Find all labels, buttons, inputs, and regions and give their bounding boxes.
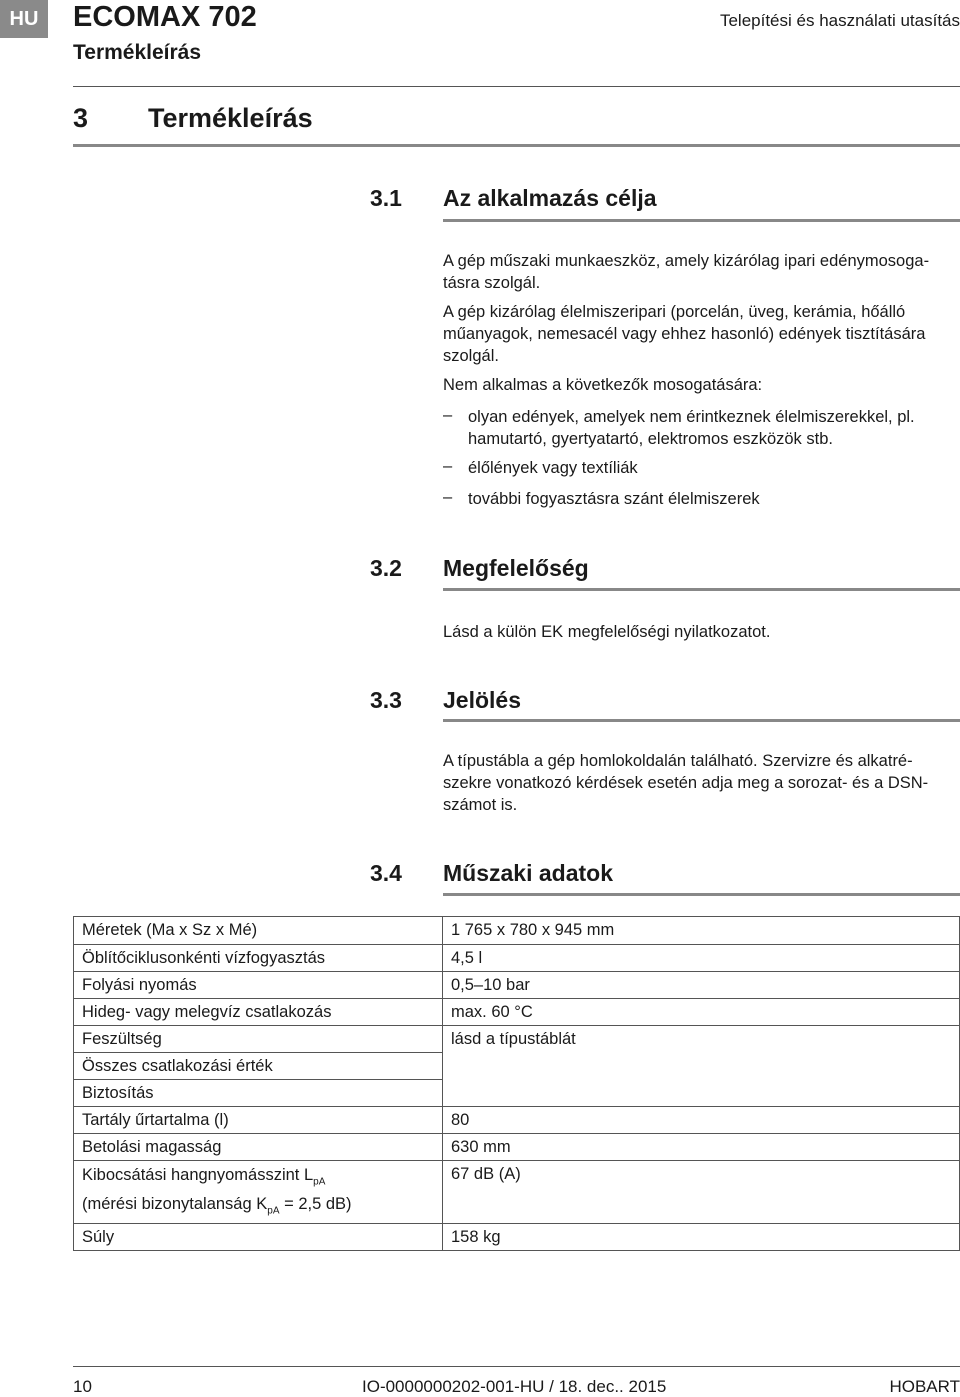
bullet-dash: – bbox=[443, 488, 453, 506]
section-number: 3.2 bbox=[370, 555, 402, 581]
section-title: Megfelelőség bbox=[443, 555, 589, 581]
document-id: IO-0000000202-001-HU / 18. dec.. 2015 bbox=[362, 1377, 667, 1396]
page-number: 10 bbox=[73, 1377, 92, 1396]
table-row bbox=[74, 917, 960, 945]
table-row bbox=[74, 945, 960, 972]
chapter-divider bbox=[73, 144, 960, 147]
table-key-text: = 2,5 dB) bbox=[284, 1195, 352, 1214]
paragraph: A típustábla a gép homlokoldalán található. Szervizre és alkatré-szekre vonatkozó kérdések esetén adja meg a sorozat- és a DSN-számot is. bbox=[443, 752, 929, 814]
table-key: Hideg- vagy melegvíz csatlakozás bbox=[74, 999, 443, 1026]
section-divider bbox=[443, 588, 960, 591]
table-value: 158 kg bbox=[443, 1223, 960, 1250]
paragraph: Lásd a külön EK megfelelőségi nyilatkozatot. bbox=[443, 623, 771, 641]
subscript: pA bbox=[267, 1205, 280, 1217]
table-row bbox=[74, 1107, 960, 1134]
table-value: max. 60 °C bbox=[443, 999, 960, 1026]
table-row bbox=[74, 999, 960, 1026]
table-row bbox=[74, 1161, 960, 1224]
table-value: 80 bbox=[443, 1107, 960, 1134]
section-divider bbox=[443, 893, 960, 896]
table-key: Méretek (Ma x Sz x Mé) bbox=[74, 917, 443, 945]
table-key: Öblítőciklusonkénti vízfogyasztás bbox=[74, 945, 443, 972]
subscript: pA bbox=[313, 1176, 326, 1188]
table-value: 0,5–10 bar bbox=[443, 972, 960, 999]
header-divider bbox=[73, 86, 960, 87]
section-title: Műszaki adatok bbox=[443, 860, 613, 886]
document-title: Telepítési és használati utasítás bbox=[719, 11, 960, 30]
bullet-dash: – bbox=[443, 406, 453, 424]
section-number: 3.1 bbox=[370, 185, 402, 211]
table-row bbox=[74, 972, 960, 999]
chapter-title: Termékleírás bbox=[148, 103, 313, 133]
table-key: Folyási nyomás bbox=[74, 972, 443, 999]
brand-name: HOBART bbox=[889, 1377, 960, 1396]
table-value: 630 mm bbox=[443, 1134, 960, 1161]
table-value: 1 765 x 780 x 945 mm bbox=[443, 917, 960, 945]
table-row bbox=[74, 1134, 960, 1161]
paragraph: A gép kizárólag élelmiszeripari (porcelán, üveg, kerámia, hőálló műanyagok, nemesacél vagy ehhez hasonló) edények tisztítására szolgál. bbox=[443, 303, 926, 365]
technical-data-table bbox=[73, 916, 960, 1251]
section-number: 3.4 bbox=[370, 860, 402, 886]
table-key: Összes csatlakozási érték bbox=[74, 1053, 443, 1080]
chapter-number: 3 bbox=[73, 103, 89, 133]
section-divider bbox=[443, 219, 960, 222]
paragraph: Nem alkalmas a következők mosogatására: bbox=[443, 376, 763, 394]
table-key: Betolási magasság bbox=[74, 1134, 443, 1161]
header-subtitle: Termékleírás bbox=[73, 41, 202, 64]
table-value: lásd a típustáblát bbox=[443, 1026, 960, 1107]
section-title: Jelölés bbox=[443, 687, 521, 713]
table-key bbox=[74, 1161, 443, 1224]
section-divider bbox=[443, 719, 960, 722]
product-name: ECOMAX 702 bbox=[73, 1, 257, 33]
table-key-text: Kibocsátási hangnyomásszint L bbox=[82, 1166, 314, 1184]
list-item: élőlények vagy textíliák bbox=[468, 459, 638, 477]
table-value: 4,5 l bbox=[443, 945, 960, 972]
table-value: 67 dB (A) bbox=[443, 1161, 960, 1224]
table-key: Súly bbox=[74, 1223, 443, 1250]
table-key: Biztosítás bbox=[74, 1080, 443, 1107]
paragraph: A gép műszaki munkaeszköz, amely kizárólag ipari edénymosoga-tásra szolgál. bbox=[443, 252, 930, 292]
table-row bbox=[74, 1223, 960, 1250]
footer-divider bbox=[73, 1366, 960, 1367]
table-key: Tartály űrtartalma (l) bbox=[74, 1107, 443, 1134]
list-item: olyan edények, amelyek nem érintkeznek élelmiszerekkel, pl. hamutartó, gyertyatartó, elektromos eszközök stb. bbox=[468, 408, 915, 448]
table-key: Feszültség bbox=[74, 1026, 443, 1053]
table-key-text: (mérési bizonytalanság K bbox=[82, 1195, 268, 1214]
bullet-dash: – bbox=[443, 457, 453, 475]
section-number: 3.3 bbox=[370, 687, 402, 713]
table-row bbox=[74, 1026, 960, 1053]
language-badge: HU bbox=[0, 0, 48, 38]
section-title: Az alkalmazás célja bbox=[443, 185, 657, 211]
list-item: további fogyasztásra szánt élelmiszerek bbox=[468, 490, 760, 508]
